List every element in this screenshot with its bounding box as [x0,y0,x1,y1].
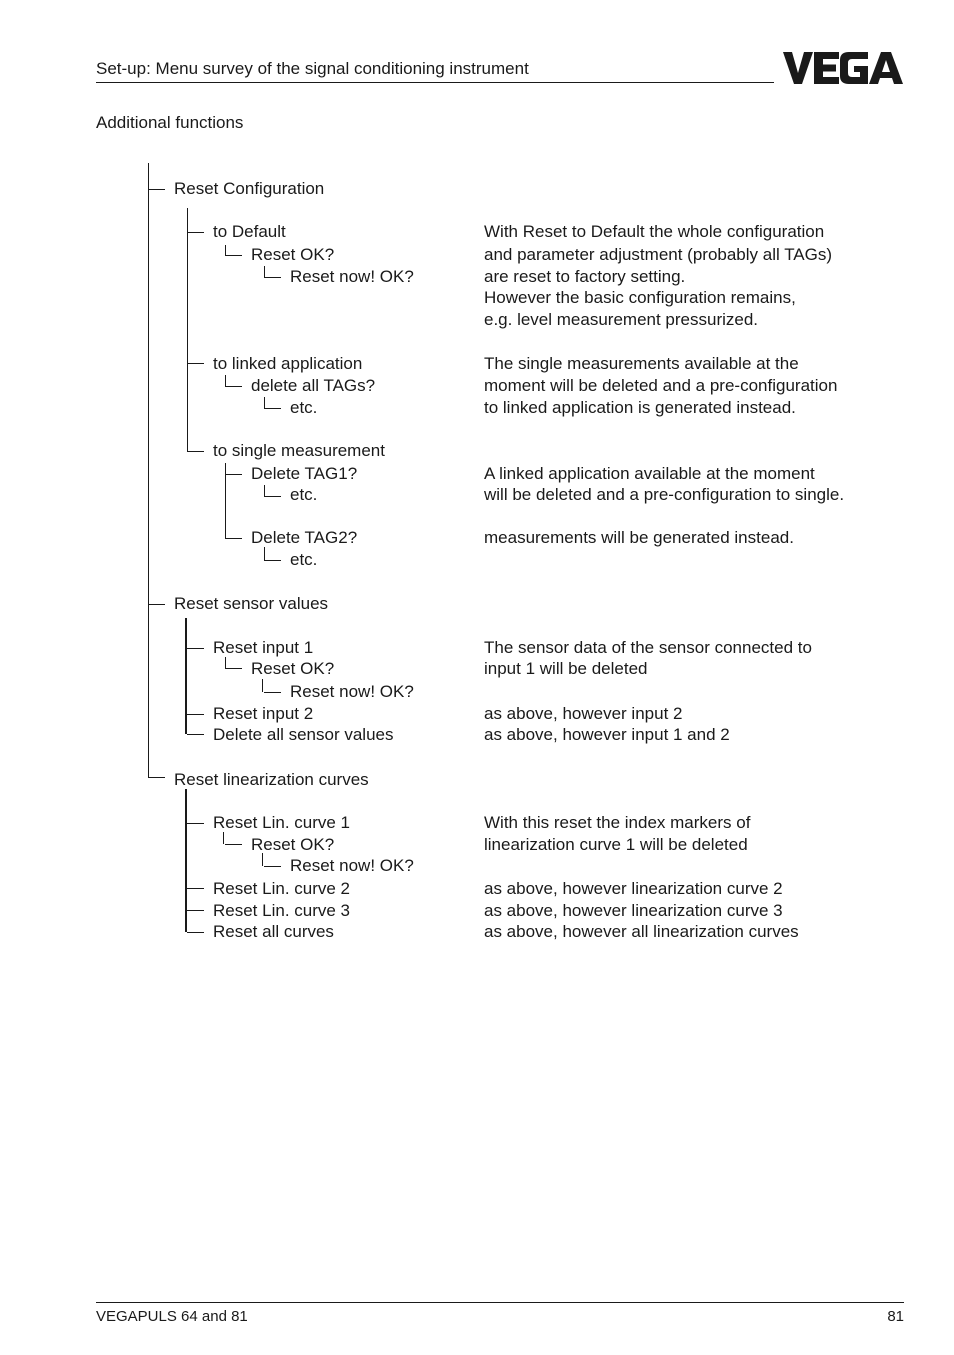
description-line: input 1 will be deleted [484,659,648,678]
menu-item-reset-lin-curve-2: Reset Lin. curve 2 [213,879,351,898]
description-line: moment will be deleted and a pre-configuration [484,376,838,395]
description-line: However the basic configuration remains, [484,288,796,307]
menu-item-etc: etc. [290,485,318,504]
description-line: as above, however input 2 [484,704,683,723]
menu-item-reset-ok: Reset OK? [251,835,335,854]
menu-item-reset-input-2: Reset input 2 [213,704,314,723]
section-title: Additional functions [96,113,244,132]
menu-item-to-linked-application: to linked application [213,354,363,373]
menu-item-delete-tag1: Delete TAG1? [251,464,358,483]
description-line: The sensor data of the sensor connected to [484,638,812,657]
menu-item-delete-all-tags: delete all TAGs? [251,376,376,395]
menu-item-reset-lin-curve-3: Reset Lin. curve 3 [213,901,351,920]
menu-item-reset-ok: Reset OK? [251,245,335,264]
menu-item-etc: etc. [290,550,318,569]
description-line: With this reset the index markers of [484,813,751,832]
description-line: A linked application available at the moment [484,464,815,483]
description-line: e.g. level measurement pressurized. [484,310,759,329]
description-line: as above, however all linearization curves [484,922,799,941]
description-line: as above, however linearization curve 2 [484,879,783,898]
description-line: to linked application is generated instead. [484,398,796,417]
menu-item-delete-all-sensor-values: Delete all sensor values [213,725,394,744]
menu-item-etc: etc. [290,398,318,417]
menu-item-reset-input-1: Reset input 1 [213,638,314,657]
page-number: 81 [887,1308,904,1325]
header-title: Set-up: Menu survey of the signal conditioning instrument [96,59,529,78]
description-line: as above, however linearization curve 3 [484,901,783,920]
menu-item-reset-linearization-curves: Reset linearization curves [174,770,369,789]
description-line: measurements will be generated instead. [484,528,794,547]
footer-rule [96,1302,904,1303]
menu-item-reset-now-ok: Reset now! OK? [290,682,414,701]
menu-item-reset-now-ok: Reset now! OK? [290,267,414,286]
menu-item-reset-sensor-values: Reset sensor values [174,594,329,613]
description-line: will be deleted and a pre-configuration to single. [484,485,845,504]
menu-item-reset-lin-curve-1: Reset Lin. curve 1 [213,813,351,832]
menu-item-reset-now-ok: Reset now! OK? [290,856,414,875]
menu-item-reset-configuration: Reset Configuration [174,179,325,198]
description-line: are reset to factory setting. [484,267,686,286]
description-line: as above, however input 1 and 2 [484,725,730,744]
menu-item-to-default: to Default [213,222,286,241]
description-line: and parameter adjustment (probably all TAGs) [484,245,833,264]
description-line: linearization curve 1 will be deleted [484,835,748,854]
footer-product: VEGAPULS 64 and 81 [96,1308,248,1325]
vega-logo [783,52,903,84]
main-trunk-line [148,163,149,777]
description-line: With Reset to Default the whole configuration [484,222,825,241]
description-line: The single measurements available at the [484,354,799,373]
menu-item-delete-tag2: Delete TAG2? [251,528,358,547]
menu-item-reset-all-curves: Reset all curves [213,922,334,941]
menu-item-to-single-measurement: to single measurement [213,441,385,460]
menu-item-reset-ok: Reset OK? [251,659,335,678]
header-rule [96,82,774,83]
